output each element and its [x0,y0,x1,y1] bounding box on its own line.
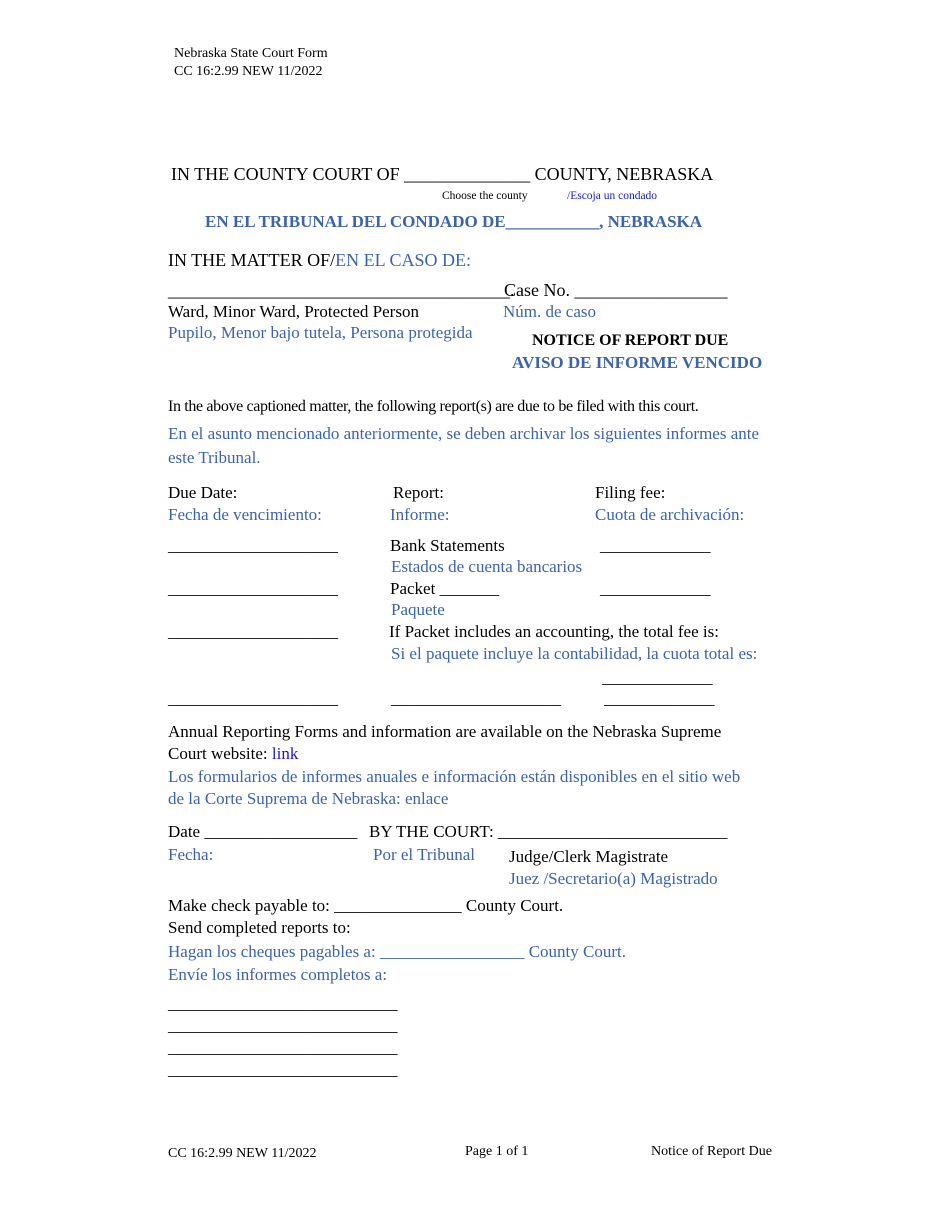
footer-form-name: Notice of Report Due [651,1144,772,1159]
address-line-4[interactable]: ___________________________ [168,1060,398,1079]
due-date-field-4[interactable]: ____________________ [168,689,338,708]
report-packet-es: Paquete [391,600,445,619]
court-line: IN THE COUNTY COURT OF ______________ COUNTY, NEBRASKA [171,164,714,184]
party-label: Ward, Minor Ward, Protected Person [168,302,419,321]
total-fee-field[interactable]: _____________ [602,668,713,687]
check-payable-field-es[interactable]: Hagan los cheques pagables a: _________________ County Court. [168,942,626,961]
date-label-es: Fecha: [168,845,214,864]
send-reports-label: Send completed reports to: [168,918,351,937]
report-packet[interactable]: Packet _______ [390,579,500,598]
document-title-es: AVISO DE INFORME VENCIDO [512,353,763,372]
fee-field-1[interactable]: _____________ [600,536,711,555]
report-bank-statements-es: Estados de cuenta bancarios [391,557,583,576]
annual-forms-text-2: Court website: link [168,744,299,763]
document-title: NOTICE OF REPORT DUE [532,332,729,349]
header-fee: Filing fee: [595,483,666,502]
due-date-field-1[interactable]: ____________________ [168,536,338,555]
choose-county-label: Choose the county [442,190,528,202]
court-line-es: EN EL TRIBUNAL DEL CONDADO DE___________, NEBRASKA [205,212,703,231]
footer-page-number: Page 1 of 1 [465,1144,529,1159]
annual-forms-text-es-1: Los formularios de informes anuales e información están disponibles en el sitio web [168,767,741,786]
address-line-3[interactable]: ___________________________ [168,1038,398,1057]
annual-forms-text-es-2: de la Corte Suprema de Nebraska: enlace [168,789,449,808]
report-packet-accounting-es: Si el paquete incluye la contabilidad, la cuota total es: [391,644,758,663]
address-line-1[interactable]: ___________________________ [168,994,398,1013]
annual-forms-text-1: Annual Reporting Forms and information are available on the Nebraska Supreme [168,722,722,741]
header-due-date: Due Date: [168,483,238,502]
website-link[interactable]: link [271,744,299,763]
by-court-label-es: Por el Tribunal [373,845,476,864]
send-reports-label-es: Envíe los informes completos a: [168,965,388,984]
header-report: Report: [393,483,444,502]
court-signature-field[interactable]: BY THE COURT: ___________________________ [369,822,728,841]
header-report-es: Informe: [390,505,450,524]
case-number-label-es: Núm. de caso [503,302,597,321]
party-label-es: Pupilo, Menor bajo tutela, Persona protegida [168,323,473,342]
intro-text-es-2: este Tribunal. [168,448,261,467]
form-code: CC 16:2.99 NEW 11/2022 [174,64,323,79]
choose-county-label-es: /Escoja un condado [567,190,658,202]
header-fee-es: Cuota de archivación: [595,505,745,524]
report-field-4[interactable]: ____________________ [391,689,561,708]
header-due-date-es: Fecha de vencimiento: [168,505,322,524]
form-name: Nebraska State Court Form [174,46,328,61]
report-packet-accounting: If Packet includes an accounting, the total fee is: [389,622,719,641]
footer-form-code: CC 16:2.99 NEW 11/2022 [168,1146,317,1161]
due-date-field-3[interactable]: ____________________ [168,622,338,641]
matter-label: IN THE MATTER OF/EN EL CASO DE: [168,250,471,270]
judge-label: Judge/Clerk Magistrate [509,847,669,866]
address-line-2[interactable]: ___________________________ [168,1016,398,1035]
date-field[interactable]: Date __________________ [168,822,358,841]
fee-field-2[interactable]: _____________ [600,579,711,598]
intro-text-es-1: En el asunto mencionado anteriormente, se deben archivar los siguientes informes ante [168,424,760,443]
check-payable-field[interactable]: Make check payable to: _______________ County Court. [168,896,564,915]
report-bank-statements: Bank Statements [390,536,505,555]
due-date-field-2[interactable]: ____________________ [168,579,338,598]
case-number-field[interactable]: Case No. _________________ [504,280,728,300]
fee-field-4[interactable]: _____________ [604,689,715,708]
intro-text: In the above captioned matter, the following report(s) are due to be filed with this court. [168,398,699,415]
judge-label-es: Juez /Secretario(a) Magistrado [509,869,718,888]
party-name-line[interactable]: ______________________________________. [168,280,515,300]
